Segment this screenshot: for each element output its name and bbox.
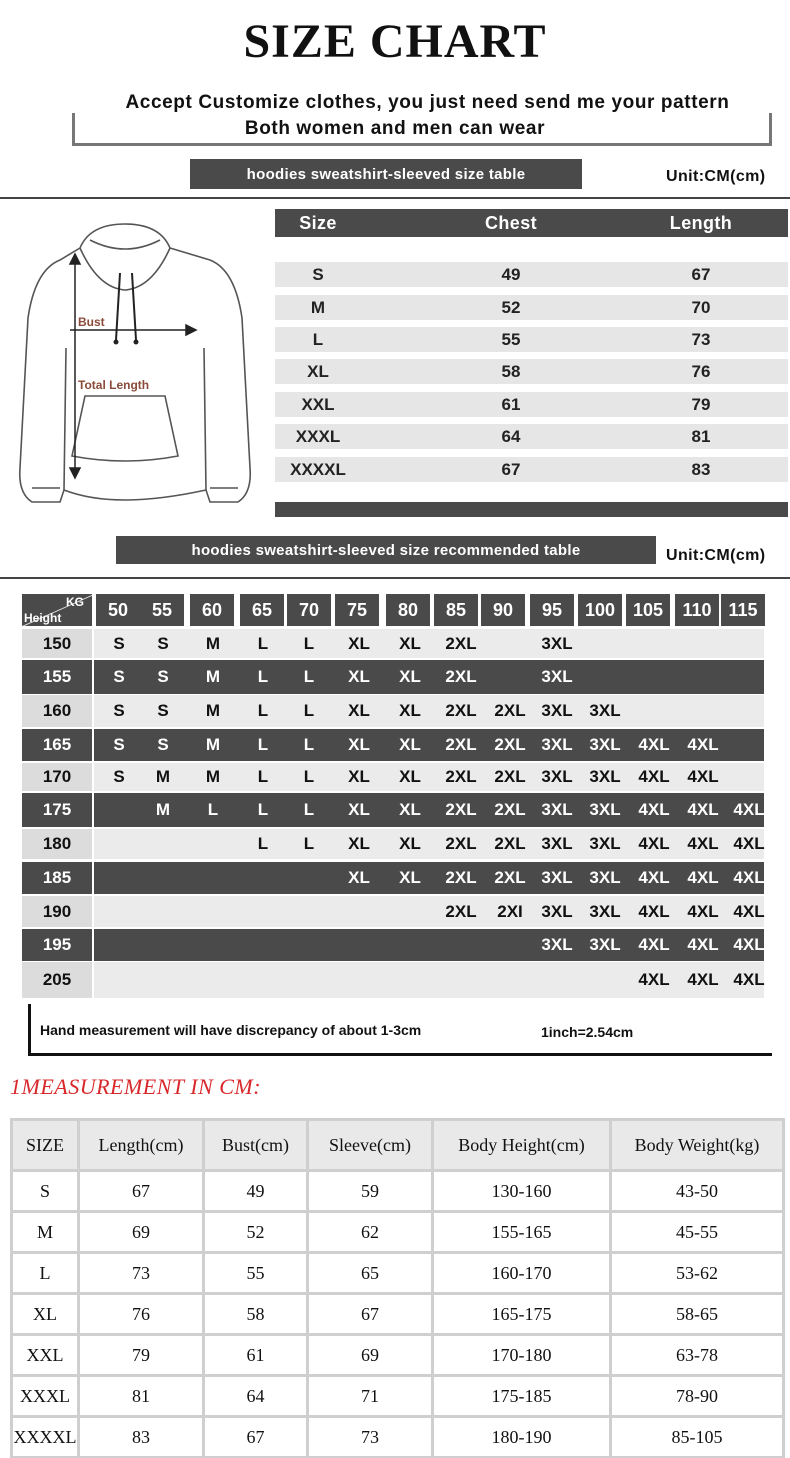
size-cell: 4XL [687, 868, 719, 887]
size-cell: 3XL [541, 935, 573, 954]
kg-header-cell: 70 [287, 594, 331, 626]
size-cell [188, 896, 238, 927]
size-cell: S [157, 701, 169, 720]
size-cell: XL [348, 800, 370, 819]
size-cell: S [113, 633, 125, 653]
size-cell: 4XL [687, 800, 719, 819]
table-cell: 67 [80, 1172, 202, 1210]
table-cell: 79 [691, 394, 711, 414]
size-cell [138, 929, 188, 961]
table-cell: L [13, 1254, 77, 1292]
size-cell: L [257, 701, 269, 720]
size-table-label: hoodies sweatshirt-sleeved size table [190, 159, 582, 189]
size-cell: S [157, 735, 169, 754]
hoodie-diagram [10, 218, 265, 508]
height-cell: 195 [22, 929, 92, 961]
height-cell: 170 [22, 763, 92, 791]
size-cell [188, 829, 238, 859]
table-row [22, 729, 764, 761]
table-cell: 58-65 [612, 1295, 782, 1333]
size-cell: 3XL [589, 701, 621, 720]
recommended-table-label: hoodies sweatshirt-sleeved size recommended table [116, 536, 656, 564]
table-cell: 81 [691, 426, 711, 446]
size-cell: XL [348, 701, 370, 720]
table-cell: 67 [205, 1418, 306, 1456]
size-cell [284, 962, 334, 998]
table-cell: 79 [80, 1336, 202, 1374]
size-cell: XL [399, 767, 421, 786]
subtitle-customize: Accept Customize clothes, you just need send me your pattern [125, 92, 730, 113]
size-cell: 3XL [541, 667, 573, 686]
table-cell: 58 [205, 1295, 306, 1333]
size-cell: S [113, 767, 125, 786]
size-cell [188, 929, 238, 961]
size-cell: XL [348, 767, 370, 786]
size-cell: L [303, 633, 315, 653]
table-row [13, 1295, 782, 1333]
size-cell [138, 862, 188, 894]
size-cell: 4XL [687, 735, 719, 754]
table-cell: 64 [205, 1377, 306, 1415]
size-cell [385, 896, 435, 927]
kg-header-cell: 90 [481, 594, 525, 626]
table-cell: 64 [501, 426, 521, 446]
divider [0, 197, 790, 199]
size-cell: 2XL [494, 800, 526, 819]
table-row [275, 327, 788, 352]
size-cell [238, 929, 288, 961]
kg-header-cell: 75 [335, 594, 379, 626]
bust-label: Bust [78, 315, 105, 329]
height-cell: 165 [22, 729, 92, 761]
size-cell: 4XL [687, 901, 719, 921]
table-cell: 175-185 [434, 1377, 609, 1415]
height-label: Height [24, 611, 62, 625]
size-cell: 2XL [445, 868, 477, 887]
kg-header-cell: 80 [386, 594, 430, 626]
size-cell: 3XL [541, 701, 573, 720]
table-cell: 85-105 [612, 1418, 782, 1456]
kg-header-cell: 85 [434, 594, 478, 626]
size-cell [188, 862, 238, 894]
table-cell: 55 [501, 329, 521, 349]
size-cell [485, 929, 535, 961]
size-cell [334, 929, 384, 961]
discrepancy-note: Hand measurement will have discrepancy of about 1-3cm [40, 1022, 422, 1038]
table-cell: 63-78 [612, 1336, 782, 1374]
size-cell: L [207, 800, 219, 819]
size-cell: 3XL [589, 868, 621, 887]
table-row [13, 1254, 782, 1292]
size-cell [284, 896, 334, 927]
table-row [22, 695, 764, 727]
table-cell: XXXXL [290, 459, 346, 479]
table-cell: XXXL [13, 1377, 77, 1415]
size-cell: 2XL [445, 667, 477, 686]
size-cell: 3XL [589, 767, 621, 786]
column-header: Body Weight(kg) [612, 1121, 782, 1169]
size-cell [678, 695, 728, 727]
size-cell: 4XL [733, 834, 765, 853]
total-length-label: Total Length [78, 378, 150, 392]
table-cell: 49 [205, 1172, 306, 1210]
size-cell [629, 695, 679, 727]
size-cell: 3XL [589, 935, 621, 954]
table-row [22, 962, 764, 998]
size-cell: 2XL [445, 633, 477, 653]
table-cell: 58 [501, 361, 521, 381]
size-cell: XL [399, 633, 421, 653]
size-cell: 4XL [733, 800, 765, 819]
table-cell: XXL [301, 394, 335, 414]
size-cell: 2XL [445, 800, 477, 819]
size-cell: 3XL [541, 767, 573, 786]
table-cell: L [312, 329, 324, 349]
height-cell: 175 [22, 793, 92, 827]
size-cell: S [157, 633, 169, 653]
size-cell [94, 962, 144, 998]
size-cell: M [205, 701, 221, 720]
size-cell: M [205, 767, 221, 786]
size-cell [138, 829, 188, 859]
table-cell: XXXXL [13, 1418, 77, 1456]
size-cell: 3XL [541, 834, 573, 853]
subtitle-unisex: Both women and men can wear [244, 118, 546, 139]
height-cell: 155 [22, 660, 92, 694]
size-cell [678, 660, 728, 694]
size-cell [724, 729, 774, 761]
size-cell: 4XL [733, 935, 765, 954]
table-row [275, 392, 788, 417]
size-cell [485, 660, 535, 694]
height-cell: 160 [22, 695, 92, 727]
size-cell [94, 862, 144, 894]
table-header-row [13, 1121, 782, 1169]
table-cell: 78-90 [612, 1377, 782, 1415]
size-cell [334, 896, 384, 927]
size-cell: 4XL [687, 935, 719, 954]
size-cell: XL [399, 667, 421, 686]
size-cell: 3XL [541, 800, 573, 819]
table-cell: 61 [205, 1336, 306, 1374]
table-row [13, 1336, 782, 1374]
size-cell [436, 962, 486, 998]
size-cell: XL [348, 633, 370, 653]
measurement-table [10, 1118, 785, 1458]
size-cell [485, 962, 535, 998]
table-cell: XXL [13, 1336, 77, 1374]
table-row [22, 862, 764, 894]
table-cell: 67 [691, 264, 711, 284]
size-cell: M [205, 735, 221, 754]
size-cell: 3XL [541, 901, 573, 921]
size-cell: L [257, 735, 269, 754]
table-cell: 70 [691, 297, 711, 317]
size-cell: L [257, 834, 269, 853]
size-cell [94, 793, 144, 827]
size-cell [238, 896, 288, 927]
column-header: Length(cm) [80, 1121, 202, 1169]
size-table-header: Size Chest Length [275, 209, 788, 237]
table-row [275, 262, 788, 287]
height-cell: 205 [22, 962, 92, 998]
table-corner [22, 594, 92, 626]
kg-label: KG [66, 595, 84, 609]
table-row [275, 295, 788, 320]
size-cell [385, 962, 435, 998]
size-cell [580, 962, 630, 998]
table-cell: 170-180 [434, 1336, 609, 1374]
size-cell: 3XL [589, 735, 621, 754]
size-cell: L [257, 767, 269, 786]
size-cell [724, 763, 774, 791]
size-cell: 2XL [494, 735, 526, 754]
table-cell: M [13, 1213, 77, 1251]
size-cell: 4XL [638, 868, 670, 887]
table-cell: 73 [80, 1254, 202, 1292]
size-cell [238, 962, 288, 998]
size-table-unit: Unit:CM(cm) [666, 168, 766, 185]
size-cell: M [155, 767, 171, 786]
size-cell: 4XL [733, 901, 765, 921]
size-cell [724, 629, 774, 658]
kg-header-cell: 100 [578, 594, 622, 626]
table-cell: 61 [501, 394, 521, 414]
table-cell: 83 [80, 1418, 202, 1456]
column-header: SIZE [13, 1121, 77, 1169]
size-cell: L [303, 767, 315, 786]
table-cell: 67 [501, 459, 521, 479]
size-cell [724, 660, 774, 694]
size-cell: 2XI [497, 901, 523, 921]
table-cell: 81 [80, 1377, 202, 1415]
column-header: Body Height(cm) [434, 1121, 609, 1169]
size-cell: S [157, 667, 169, 686]
table-cell: 180-190 [434, 1418, 609, 1456]
table-cell: XXXL [295, 426, 341, 446]
table-cell: 65 [309, 1254, 431, 1292]
size-cell [580, 629, 630, 658]
table-cell: 59 [309, 1172, 431, 1210]
table-row [13, 1377, 782, 1415]
kg-header-cell: 50 [96, 594, 140, 626]
size-cell: XL [399, 701, 421, 720]
size-cell: 4XL [638, 970, 670, 989]
header-bracket [72, 113, 772, 146]
table-cell: 73 [691, 329, 711, 349]
size-cell: S [113, 735, 125, 754]
size-cell: 2XL [445, 901, 477, 921]
size-cell: M [205, 667, 221, 686]
size-cell: S [113, 667, 125, 686]
size-cell: XL [399, 868, 421, 887]
size-cell: L [303, 735, 315, 754]
inch-note: 1inch=2.54cm [541, 1024, 634, 1040]
size-cell [724, 695, 774, 727]
table-cell: 43-50 [612, 1172, 782, 1210]
table-cell: S [13, 1172, 77, 1210]
size-cell: 4XL [687, 834, 719, 853]
size-cell: S [113, 701, 125, 720]
size-cell: 4XL [638, 935, 670, 954]
table-row [22, 929, 764, 961]
table-row [275, 424, 788, 449]
kg-header-cell: 65 [240, 594, 284, 626]
table-cell: 55 [205, 1254, 306, 1292]
table-cell: 53-62 [612, 1254, 782, 1292]
size-cell: 4XL [638, 834, 670, 853]
size-cell [284, 929, 334, 961]
size-cell: L [257, 633, 269, 653]
size-cell: 4XL [638, 735, 670, 754]
size-cell: 3XL [589, 834, 621, 853]
size-cell: L [303, 701, 315, 720]
size-cell: L [303, 800, 315, 819]
table-cell: XL [13, 1295, 77, 1333]
divider [0, 577, 790, 579]
size-cell: 4XL [733, 868, 765, 887]
size-cell: 2XL [494, 868, 526, 887]
table-row [22, 829, 764, 859]
size-cell [94, 896, 144, 927]
table-cell: 67 [309, 1295, 431, 1333]
size-cell: 3XL [589, 800, 621, 819]
table-cell: 130-160 [434, 1172, 609, 1210]
size-cell: L [257, 800, 269, 819]
size-cell: 2XL [445, 767, 477, 786]
page-title: SIZE CHART [243, 15, 547, 68]
column-header: Bust(cm) [205, 1121, 306, 1169]
size-cell: 3XL [589, 901, 621, 921]
size-cell [138, 962, 188, 998]
height-cell: 180 [22, 829, 92, 859]
size-cell: XL [348, 834, 370, 853]
size-cell: 3XL [541, 633, 573, 653]
table-cell: 73 [309, 1418, 431, 1456]
size-cell: L [257, 667, 269, 686]
size-table-footer-bar [275, 502, 788, 517]
column-header: Sleeve(cm) [309, 1121, 431, 1169]
table-row [22, 629, 764, 658]
size-cell [238, 862, 288, 894]
table-row [275, 457, 788, 482]
table-row [22, 896, 764, 927]
table-cell: 76 [691, 361, 711, 381]
table-cell: 155-165 [434, 1213, 609, 1251]
size-cell [678, 629, 728, 658]
table-cell: M [310, 297, 326, 317]
size-cell: 2XL [494, 701, 526, 720]
size-cell: 3XL [541, 735, 573, 754]
kg-header-cell: 95 [530, 594, 574, 626]
size-cell [188, 962, 238, 998]
size-cell: 4XL [687, 767, 719, 786]
table-cell: 45-55 [612, 1213, 782, 1251]
size-cell: XL [348, 667, 370, 686]
size-cell: 2XL [445, 834, 477, 853]
size-cell: 2XL [494, 834, 526, 853]
table-cell: 83 [691, 459, 711, 479]
size-cell [629, 660, 679, 694]
kg-header-cell: 105 [626, 594, 670, 626]
table-cell: 76 [80, 1295, 202, 1333]
size-cell: L [303, 667, 315, 686]
table-cell: XL [307, 361, 329, 381]
size-cell [385, 929, 435, 961]
size-cell [485, 629, 535, 658]
size-cell [532, 962, 582, 998]
table-cell: 71 [309, 1377, 431, 1415]
size-cell: M [155, 800, 171, 819]
table-row [13, 1418, 782, 1456]
recommended-table-unit: Unit:CM(cm) [666, 547, 766, 564]
table-cell: S [312, 264, 324, 284]
table-row [13, 1213, 782, 1251]
table-cell: 69 [80, 1213, 202, 1251]
size-cell: XL [399, 735, 421, 754]
table-cell: 160-170 [434, 1254, 609, 1292]
table-cell: 52 [501, 297, 521, 317]
kg-header-cell: 115 [721, 594, 765, 626]
measurement-title: 1MEASUREMENT IN CM: [10, 1074, 262, 1099]
size-cell [334, 962, 384, 998]
size-cell: 4XL [638, 767, 670, 786]
size-cell: 2XL [445, 701, 477, 720]
table-cell: 165-175 [434, 1295, 609, 1333]
size-cell: XL [348, 735, 370, 754]
table-row [22, 660, 764, 694]
table-row [275, 359, 788, 384]
size-cell: 4XL [638, 800, 670, 819]
size-cell: XL [399, 834, 421, 853]
table-cell: 49 [501, 264, 521, 284]
size-cell: 4XL [687, 970, 719, 989]
size-cell [436, 929, 486, 961]
size-cell: 4XL [733, 970, 765, 989]
size-cell: M [205, 633, 221, 653]
size-cell [138, 896, 188, 927]
table-cell: 52 [205, 1213, 306, 1251]
table-cell: 62 [309, 1213, 431, 1251]
height-cell: 190 [22, 896, 92, 927]
height-cell: 150 [22, 629, 92, 658]
height-cell: 185 [22, 862, 92, 894]
size-cell [284, 862, 334, 894]
size-cell: L [303, 834, 315, 853]
size-cell: 2XL [445, 735, 477, 754]
size-cell: XL [399, 800, 421, 819]
size-cell [94, 929, 144, 961]
size-cell [629, 629, 679, 658]
kg-header-cell: 55 [140, 594, 184, 626]
kg-header-cell: 110 [675, 594, 719, 626]
size-cell [94, 829, 144, 859]
size-cell: 4XL [638, 901, 670, 921]
table-row [22, 763, 764, 791]
size-cell [580, 660, 630, 694]
kg-header-cell: 60 [190, 594, 234, 626]
size-cell: 2XL [494, 767, 526, 786]
table-row [22, 793, 764, 827]
size-cell: 3XL [541, 868, 573, 887]
table-row [13, 1172, 782, 1210]
table-cell: 69 [309, 1336, 431, 1374]
size-cell: XL [348, 868, 370, 887]
